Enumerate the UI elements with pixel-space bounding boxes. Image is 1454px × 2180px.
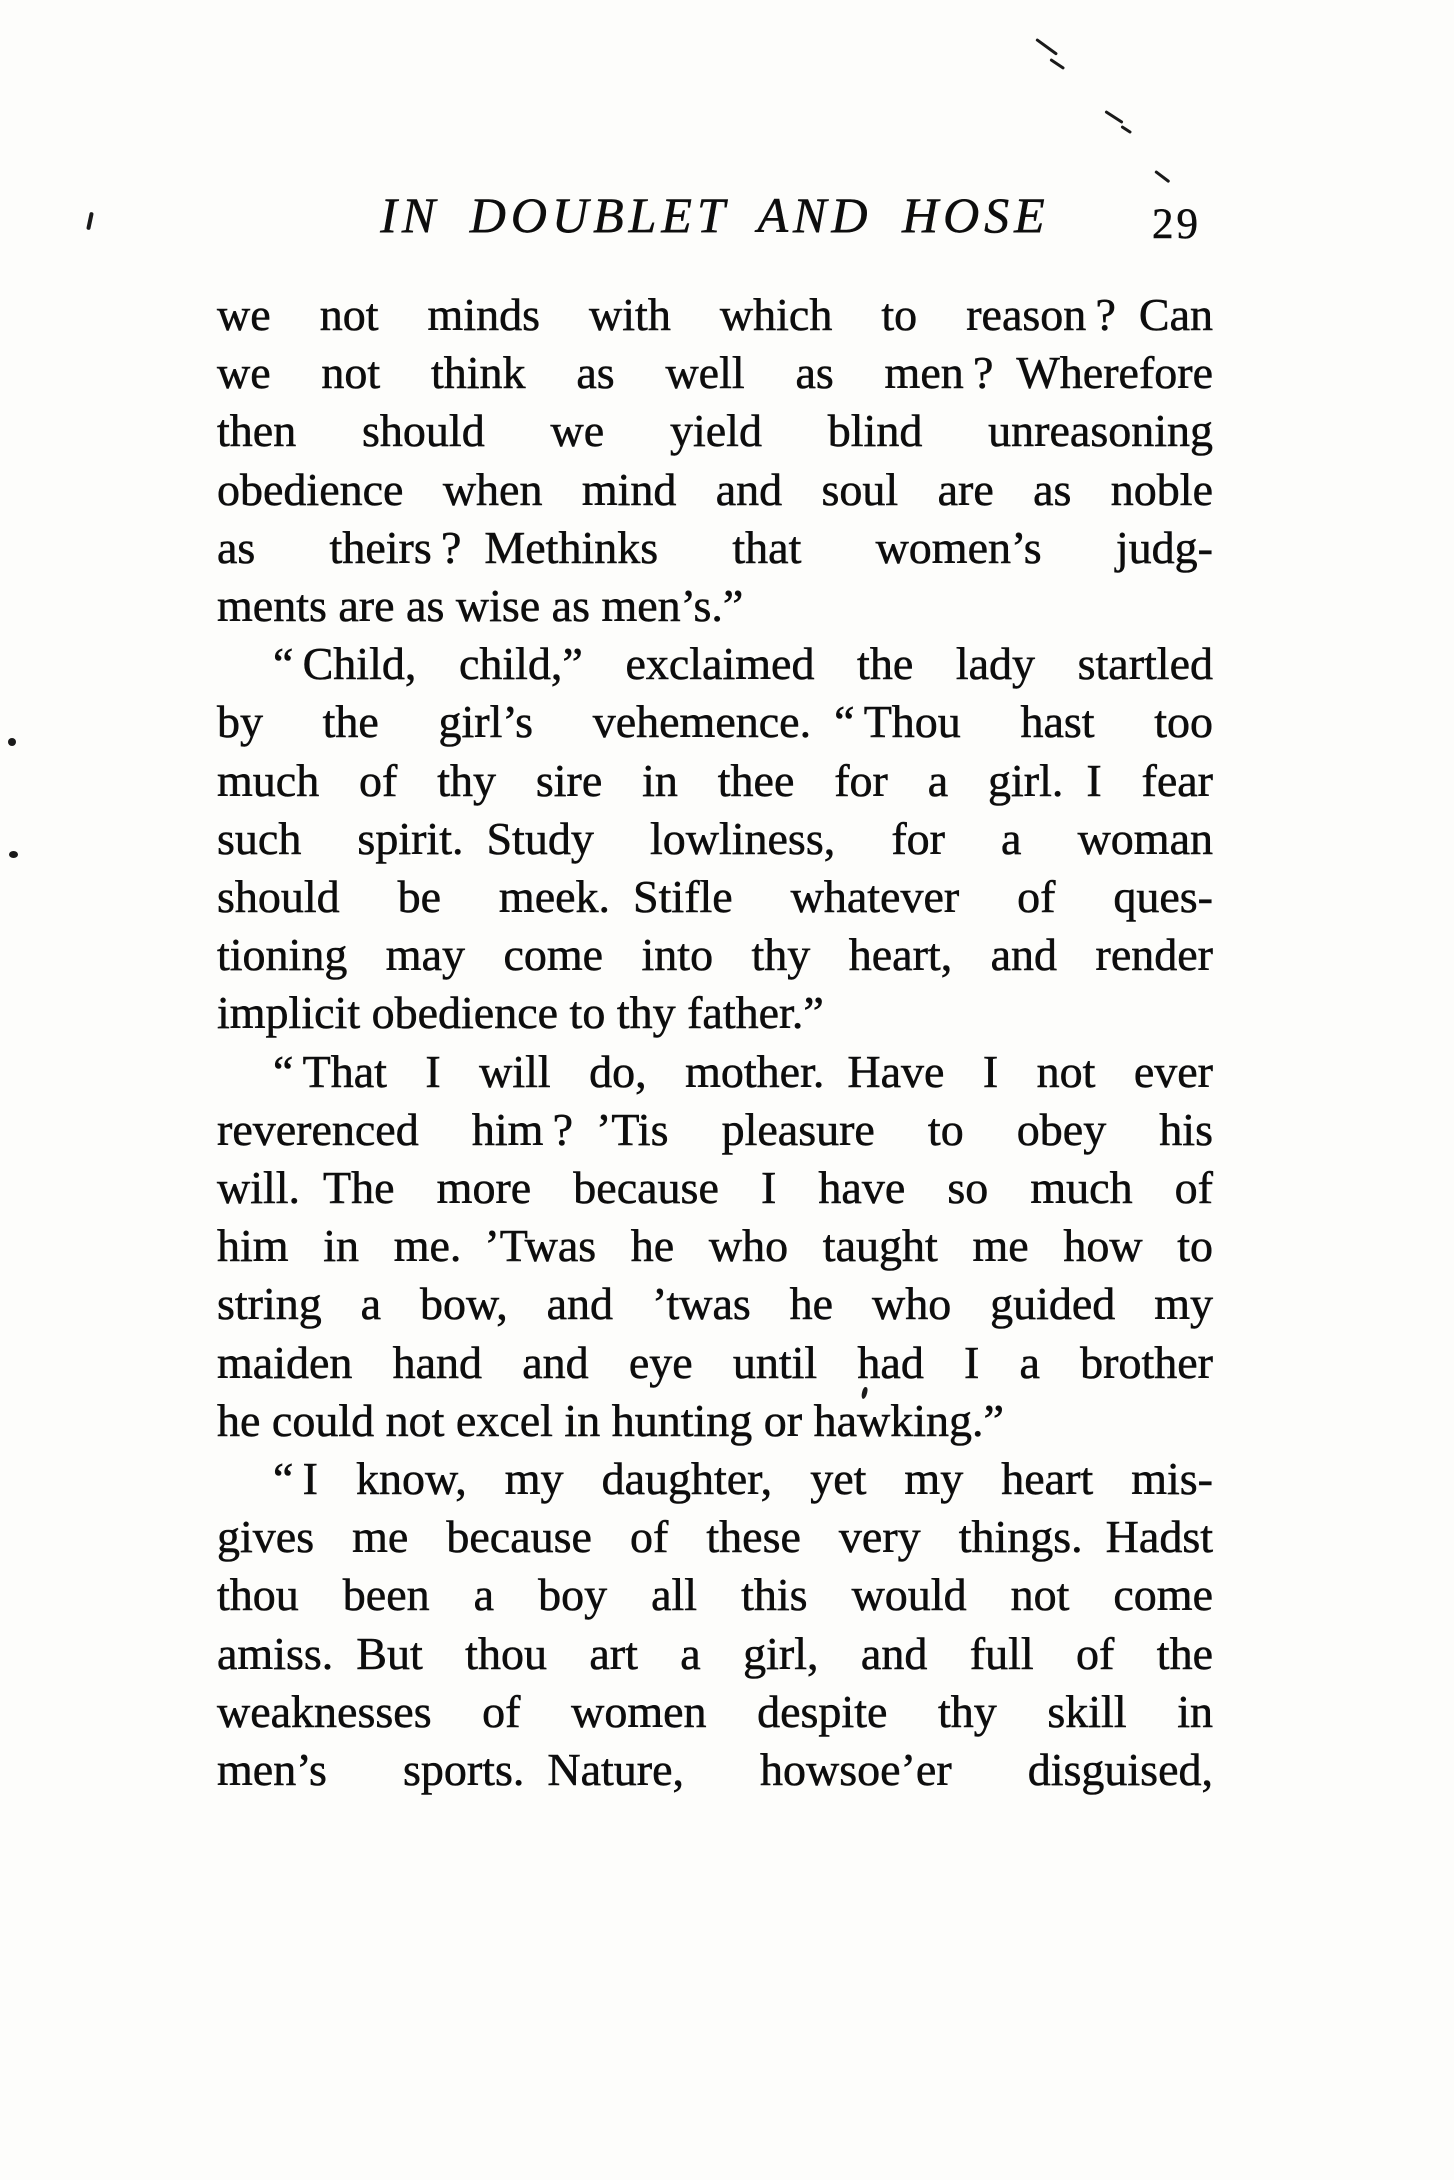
text-line: maiden hand and eye until had I a brother [217, 1336, 1213, 1388]
page-number: 29 [1152, 201, 1201, 248]
text-line: ments are as wise as men’s.” [217, 580, 744, 632]
text-line: by the girl’s vehemence. “ Thou hast too [217, 696, 1213, 748]
text-line: as theirs ? Methinks that women’s judg- [217, 521, 1213, 573]
text-line: him in me. ’Twas he who taught me how to [217, 1220, 1213, 1272]
paragraph [217, 635, 1213, 1042]
text-line: then should we yield blind unreasoning [217, 405, 1213, 457]
scan-artifact-speck [9, 851, 18, 858]
text-line: amiss. But thou art a girl, and full of the [217, 1627, 1213, 1679]
paragraph [217, 1043, 1213, 1450]
page-text [217, 286, 1213, 1799]
text-line: gives me because of these very things. Hadst [217, 1511, 1213, 1563]
paragraph [217, 286, 1213, 635]
text-line: much of thy sire in thee for a girl. I fear [217, 754, 1213, 806]
scan-artifact-speck [8, 738, 16, 746]
text-line: we not think as well as men ? Wherefore [217, 347, 1213, 399]
text-line: such spirit. Study lowliness, for a woman [217, 812, 1213, 864]
scan-artifact-scratch [1049, 58, 1065, 70]
text-line: string a bow, and ’twas he who guided my [217, 1278, 1213, 1330]
text-line: thou been a boy all this would not come [217, 1569, 1213, 1621]
text-line: “ That I will do, mother. Have I not ever [273, 1045, 1213, 1097]
text-line: should be meek. Stifle whatever of ques- [217, 871, 1213, 923]
scan-artifact-tick [86, 212, 94, 230]
text-line: obedience when mind and soul are as noble [217, 463, 1213, 515]
text-line: we not minds with which to reason ? Can [217, 289, 1213, 340]
running-head [217, 186, 1213, 248]
text-line: will. The more because I have so much of [217, 1162, 1213, 1214]
scan-artifact-scratch [1035, 38, 1058, 56]
paragraph [217, 1450, 1213, 1799]
chapter-title: IN DOUBLET AND HOSE [380, 187, 1050, 243]
scan-artifact-scratch [1120, 125, 1132, 134]
text-line: “ I know, my daughter, yet my heart mis- [273, 1453, 1213, 1505]
text-line: tioning may come into thy heart, and render [217, 929, 1213, 981]
text-line: he could not excel in hunting or hawking.” [217, 1394, 1004, 1446]
text-line: weaknesses of women despite thy skill in [217, 1685, 1213, 1737]
scan-artifact-scratch [1104, 110, 1123, 124]
text-line: implicit obedience to thy father.” [217, 987, 824, 1039]
text-line: men’s sports. Nature, howsoe’er disguised, [217, 1744, 1213, 1796]
scan-artifact-scratch [1154, 170, 1170, 183]
text-line: “ Child, child,” exclaimed the lady startled [273, 638, 1213, 690]
text-line: reverenced him ? ’Tis pleasure to obey his [217, 1103, 1213, 1155]
